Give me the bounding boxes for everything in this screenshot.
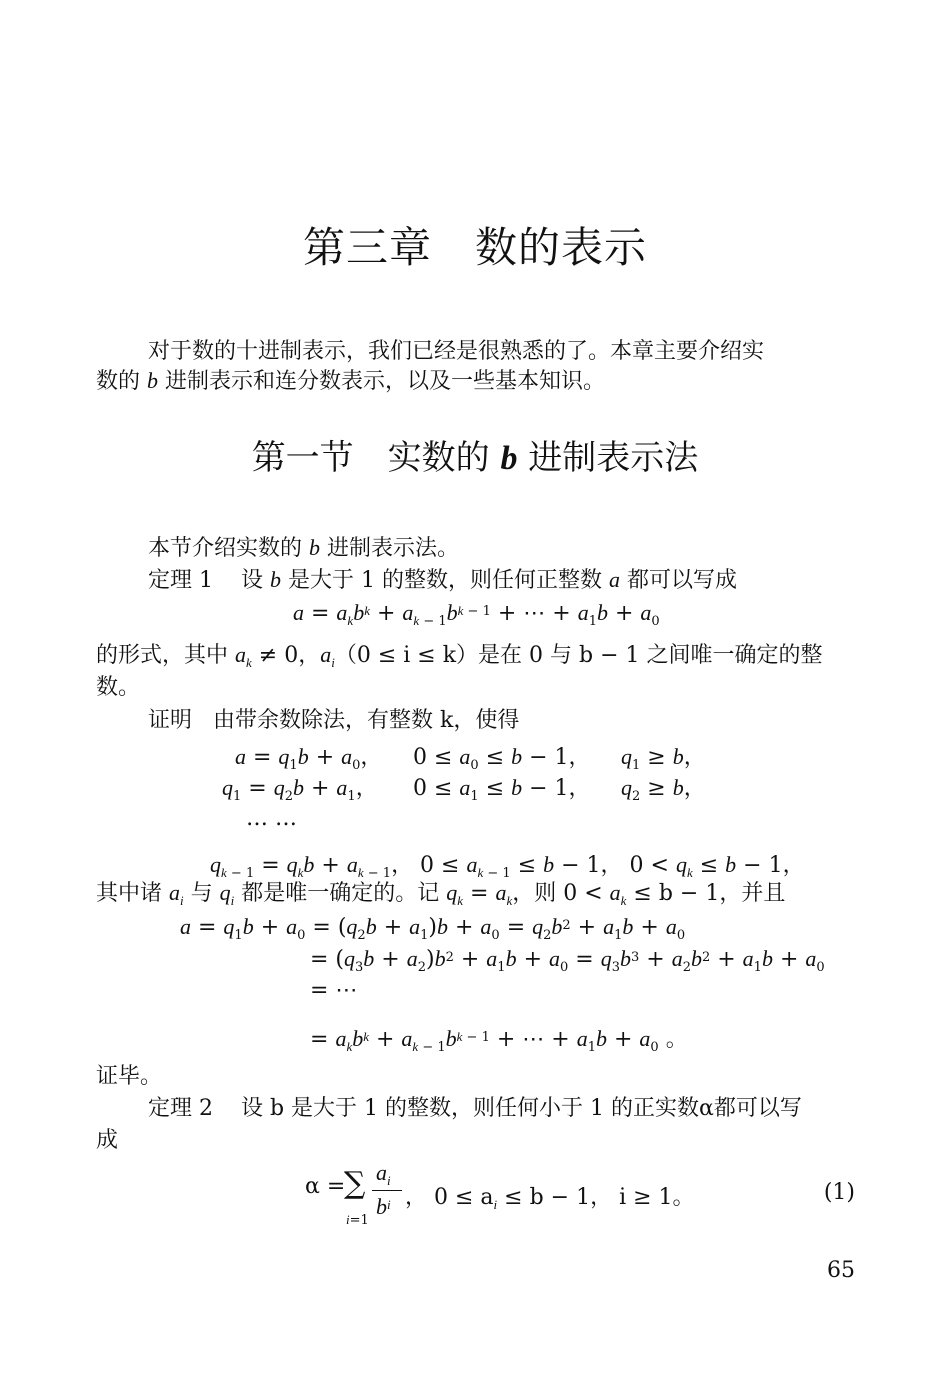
proof-uniqueness: 其中诸 $a_i$ 与 $q_i$ 都是唯一确定的。记 $q_k = a_k$，则 $0 < a_k \le b - 1$，并且	[96, 880, 786, 908]
chapter-title: 第三章 数的表示	[302, 223, 647, 272]
proof-chain-3: = ⋯	[310, 978, 358, 1003]
page-number: 65	[827, 1258, 855, 1283]
proof-eq-2-q: $q_2 \ge b$，	[621, 775, 706, 804]
proof-eq-1: $a = q_1b + a_0$，	[235, 744, 383, 773]
proof-label: 证明	[148, 708, 193, 733]
theorem-1-label: 定理 1	[148, 568, 213, 593]
proof-eq-1-cond: $0 \le a_0 \le b - 1$，	[413, 744, 591, 773]
proof-ellipsis: … …	[246, 806, 297, 831]
theorem-2-line-1: 定理 2 设 b 是大于 1 的整数，则任何小于 1 的正实数α都可以写	[148, 1096, 802, 1121]
sigma-lower-limit: i=1	[346, 1212, 369, 1228]
proof-intro: 证明 由带余数除法，有整数 k，使得	[148, 708, 520, 733]
fraction-numerator: $a_i$	[376, 1160, 391, 1188]
theorem-1-statement: 定理 1 设 b 是大于 1 的整数，则任何正整数 a 都可以写成	[148, 567, 737, 593]
proof-chain-2: = $(q_3b + a_2)b^2 + a_1b + a_0 = q_3b^3 + a_2b^2 + a_1b + a_0$	[310, 946, 825, 975]
sigma-symbol: ∑	[344, 1166, 366, 1201]
theorem-1-form-line: 的形式，其中 $a_k \ne 0$，$a_i(0 \le i \le k)$是在 0 与 b − 1 之间唯一确定的整	[96, 642, 823, 670]
proof-chain-4: = $a_kb^k + a_{k - 1}b^{k - 1}$ + ⋯ + $a_1b + a_0$ 。	[310, 1026, 688, 1055]
proof-eq-k: $q_{k - 1} = q_kb + a_{k - 1}$， $0 \le a_{k - 1} \le b - 1$， $0 < q_k \le b - 1$，	[210, 852, 805, 881]
proof-chain-1: $a = q_1b + a_0 = (q_2b + a_1)b + a_0 = q_2b^2 + a_1b + a_0$	[180, 914, 686, 943]
proof-eq-2-cond: $0 \le a_1 \le b - 1$，	[413, 775, 591, 804]
theorem-2-equation: α =	[305, 1174, 346, 1199]
section-intro: 本节介绍实数的 b 进制表示法。	[148, 535, 459, 561]
proof-eq-1-q: $q_1 \ge b$，	[621, 744, 706, 773]
fraction-bar	[372, 1190, 402, 1191]
equation-number: (1)	[823, 1180, 855, 1205]
theorem-2-label: 定理 2	[148, 1096, 213, 1121]
theorem-1-equation: $a = a_kb^k + a_{k - 1}b^{k - 1}$ + ⋯ + $a_1b + a_0$	[293, 600, 660, 629]
section-title: 第一节 实数的 b 进制表示法	[251, 438, 699, 478]
intro-line-1: 对于数的十进制表示，我们已经是很熟悉的了。本章主要介绍实	[148, 339, 765, 364]
theorem-1-form-end: 数。	[96, 675, 141, 700]
intro-line-2: 数的 b 进制表示和连分数表示，以及一些基本知识。	[96, 368, 605, 394]
proof-eq-2: $q_1 = q_2b + a_1$，	[222, 775, 378, 804]
fraction-denominator: $b^i$	[376, 1194, 391, 1219]
proof-end: 证毕。	[96, 1064, 163, 1089]
theorem-2-condition: ， $0 \le a_i \le b - 1$， i ≥ 1。	[405, 1185, 695, 1212]
theorem-2-line-2: 成	[96, 1128, 119, 1153]
